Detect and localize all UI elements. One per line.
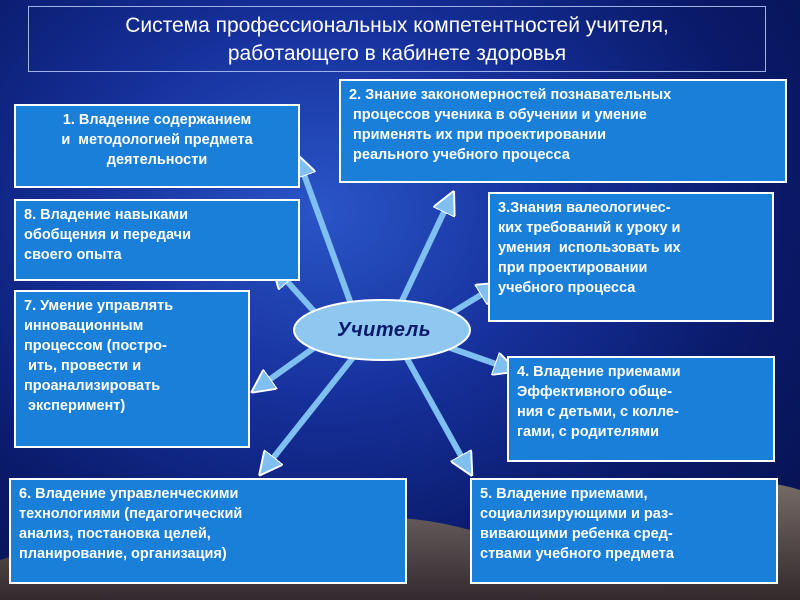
competency-line: обобщения и передачи (24, 227, 192, 243)
arrow-to-b5 (405, 355, 470, 472)
competency-line: деятельности (106, 152, 208, 168)
competency-line: процессов ученика в обучении и умение (349, 107, 647, 123)
title-line-2: работающего в кабинете здоровья (227, 42, 567, 65)
competency-line: проанализировать (24, 378, 161, 394)
competency-line: ния с детьми, с колле- (517, 404, 679, 420)
center-label-teacher: Учитель (336, 319, 432, 341)
competency-line: учебного процесса (498, 280, 636, 296)
competency-box-3 (488, 192, 774, 322)
competency-box-8 (14, 199, 300, 281)
competency-line: гами, с родителями (517, 424, 660, 440)
competency-line: ких требований к уроку и (498, 220, 681, 236)
competency-line: 2. Знание закономерностей познавательных (349, 87, 672, 103)
competency-line: 1. Владение содержанием (62, 112, 252, 128)
competency-line: эксперимент) (24, 398, 126, 414)
competency-line: технологиями (педагогический (19, 506, 243, 522)
competency-line: Эффективного обще- (517, 384, 673, 400)
competency-line: 4. Владение приемами (517, 364, 681, 380)
competency-line: умения использовать их (498, 240, 681, 256)
competency-line: ить, провести и (24, 358, 142, 374)
competency-line: 7. Умение управлять (24, 298, 174, 314)
competency-line: применять их при проектировании (349, 127, 607, 143)
competency-line: 3.Знания валеологичес- (498, 200, 671, 216)
competency-box-6 (9, 478, 407, 584)
competency-line: 5. Владение приемами, (480, 486, 648, 502)
competency-line: своего опыта (24, 247, 122, 263)
competency-line: при проектировании (498, 260, 648, 276)
competency-line: и методологией предмета (61, 132, 253, 148)
competency-line: 8. Владение навыками (24, 207, 188, 223)
competency-line: процессом (постро- (24, 338, 167, 354)
competency-box-4 (507, 356, 775, 462)
competency-box-5 (470, 478, 778, 584)
competency-line: вивающими ребенка сред- (480, 526, 673, 542)
competency-line: реального учебного процесса (349, 147, 570, 163)
competency-box-2 (339, 79, 787, 183)
competency-line: 6. Владение управленческими (19, 486, 239, 502)
competency-line: планирование, организация) (19, 546, 227, 562)
competency-box-7 (14, 290, 250, 448)
title-line-1: Система профессиональных компетентностей учителя, (125, 14, 669, 37)
competency-line: анализ, постановка целей, (19, 526, 211, 542)
competency-box-1 (14, 104, 300, 188)
competency-line: ствами учебного предмета (480, 546, 674, 562)
competency-line: инновационным (24, 318, 144, 334)
arrow-to-b2 (400, 195, 452, 305)
competency-line: социализирующими и раз- (480, 506, 674, 522)
